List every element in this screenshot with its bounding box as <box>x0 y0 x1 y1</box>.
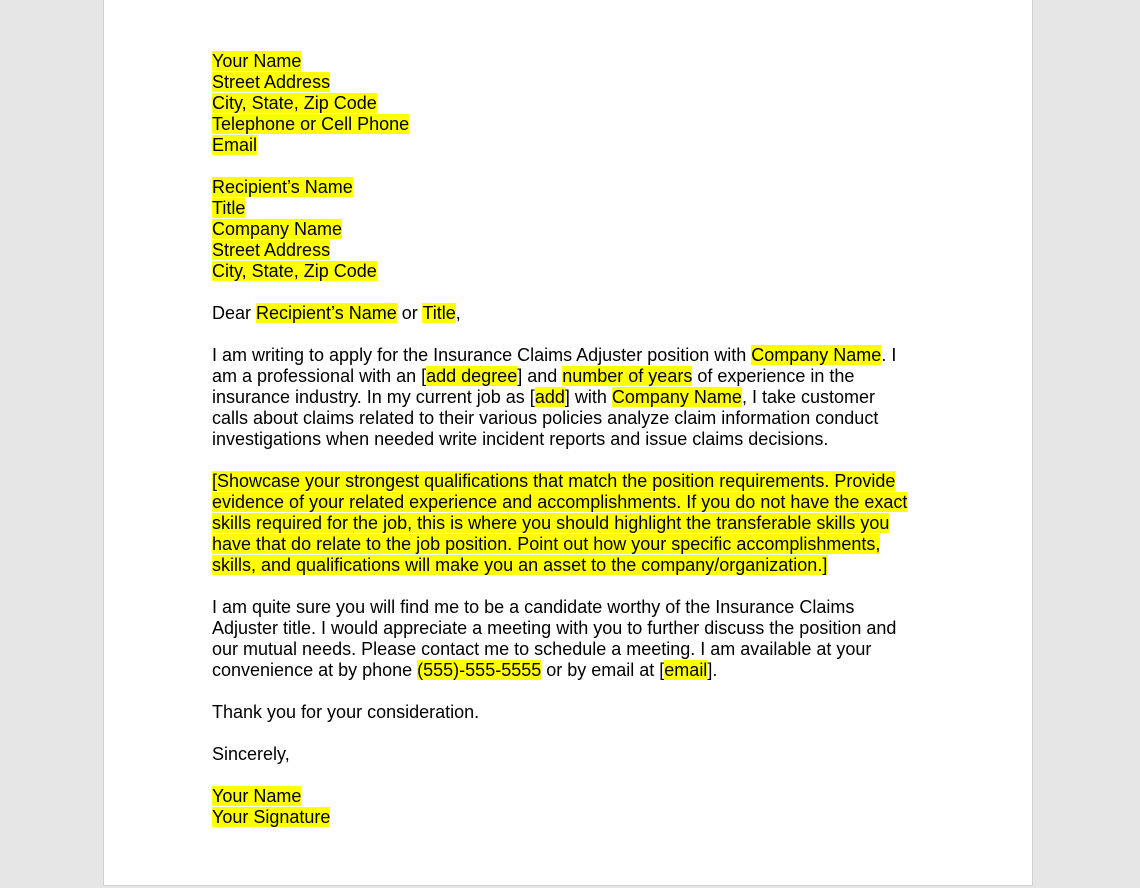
placeholder-years: number of years <box>562 366 693 386</box>
sender-phone: Telephone or Cell Phone <box>212 114 410 134</box>
sender-street: Street Address <box>212 72 331 92</box>
document-page <box>103 0 1033 886</box>
closing-line: Sincerely, <box>212 744 290 764</box>
intro-paragraph: I am writing to apply for the Insurance Claims Adjuster position with Company Name. I am a professional with an [add degree] and number of years of experience in the insurance industry. In my current job as [add] with Company Name, I take customer calls about claims related to their various policies analyze claim information conduct investigations when needed write incident reports and issue claims decisions. <box>212 345 897 449</box>
signature-placeholder: Your Signature <box>212 807 331 827</box>
recipient-company: Company Name <box>212 219 343 239</box>
sender-name: Your Name <box>212 51 302 71</box>
letter-body <box>212 51 932 828</box>
recipient-street: Street Address <box>212 240 331 260</box>
recipient-name: Recipient’s Name <box>212 177 353 197</box>
placeholder-phone: (555)-555-5555 <box>417 660 542 680</box>
thanks-line: Thank you for your consideration. <box>212 702 480 722</box>
placeholder-company: Company Name <box>751 345 882 365</box>
placeholder-degree: add degree <box>426 366 518 386</box>
recipient-city: City, State, Zip Code <box>212 261 377 281</box>
salutation-name: Recipient’s Name <box>256 303 397 323</box>
salutation: Dear Recipient’s Name or Title, <box>212 303 461 323</box>
signature-block <box>212 786 932 828</box>
sender-block <box>212 51 932 156</box>
placeholder-company: Company Name <box>611 387 742 407</box>
recipient-title: Title <box>212 198 246 218</box>
qualifications-paragraph: [Showcase your strongest qualifications that match the position requirements. Provide evidence of your related experience and accomplishments. If you do not have the exact skills required for the job, this is where you should highlight the transferable skills you have that do relate to the job position. Point out how your specific accomplishments, skills, and qualifications will make you an asset to the company/organization.] <box>212 471 908 575</box>
closing-paragraph: I am quite sure you will find me to be a candidate worthy of the Insurance Claims Adjuster title. I would appreciate a meeting with you to further discuss the position and our mutual needs. Please contact me to schedule a meeting. I am available at your convenience at by phone (555)-555-5555 or by email at [email]. <box>212 597 897 680</box>
signature-name: Your Name <box>212 786 302 806</box>
placeholder-job: add <box>534 387 565 407</box>
sender-city: City, State, Zip Code <box>212 93 377 113</box>
placeholder-email: email <box>664 660 708 680</box>
sender-email: Email <box>212 135 258 155</box>
salutation-title: Title <box>422 303 456 323</box>
recipient-block <box>212 177 932 282</box>
